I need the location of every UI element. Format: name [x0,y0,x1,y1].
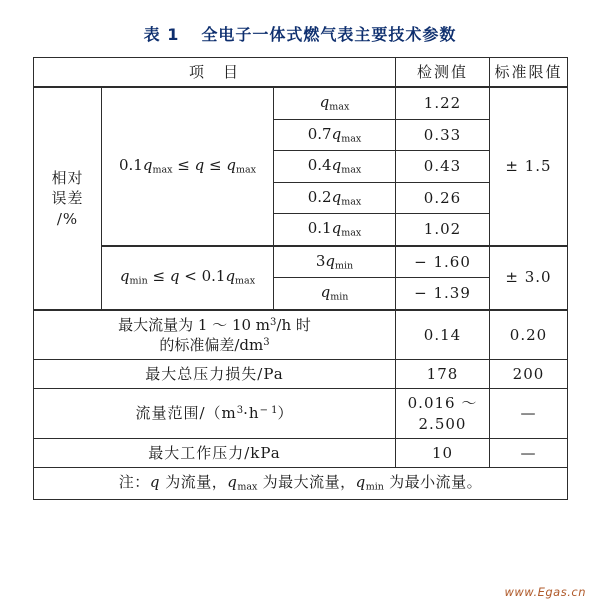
condition-group-1: $0.1q_{max} \le q \le q_{max}$ [102,87,274,245]
condition-cell: $q_{max}$ [274,87,396,119]
row-label-pressure-loss: 最大总压力损失/Pa [34,360,396,389]
limit-value: 0.20 [490,310,568,360]
condition-group-2: $q_{min} \le q < 0.1q_{max}$ [102,246,274,310]
measured-value: 0.016 ～ 2.500 [396,389,490,439]
table-row [34,310,568,360]
condition-cell: $0.1q_{max}$ [274,214,396,246]
measured-value: − 1.60 [396,246,490,278]
watermark: www.Egas.cn [504,585,586,599]
measured-value: 0.26 [396,182,490,213]
limit-value: 200 [490,360,568,389]
header-measured: 检测值 [396,58,490,88]
table-title-text: 全电子一体式燃气表主要技术参数 [201,25,457,44]
measured-value: 10 [396,438,490,467]
measured-value: 178 [396,360,490,389]
table-row [34,438,568,467]
parameters-table-wrapper [33,57,567,500]
condition-cell: $3q_{min}$ [274,246,396,278]
limit-value-group-2: ± 3.0 [490,246,568,310]
table-row [34,87,568,119]
table-note: 注：q 为流量，$q_{max}$ 为最大流量，$q_{min}$ 为最小流量。 [34,468,568,499]
row-label-flow-deviation: 最大流量为 1 ～ 10 $m^3/h$ 时 的标准偏差$/dm^3$ [34,310,396,360]
measured-value: 1.22 [396,87,490,119]
condition-cell: $q_{min}$ [274,278,396,310]
row-label-working-pressure: 最大工作压力/kPa [34,438,396,467]
table-number: 表 1 [143,25,180,44]
table-row [34,360,568,389]
condition-cell: $0.4q_{max}$ [274,151,396,182]
table-row [34,246,568,278]
limit-value: — [490,438,568,467]
measured-value: 0.33 [396,119,490,150]
condition-cell: $0.2q_{max}$ [274,182,396,213]
limit-value-group-1: ± 1.5 [490,87,568,245]
header-item: 项 目 [34,58,396,88]
measured-value: 1.02 [396,214,490,246]
table-header-row [34,58,568,88]
relative-error-label: 相对 误差 /% [34,87,102,309]
table-note-row [34,468,568,499]
table-title [0,0,600,45]
measured-value: 0.43 [396,151,490,182]
measured-value: 0.14 [396,310,490,360]
parameters-table [33,57,568,500]
row-label-flow-range: 流量范围$/(m^3\cdot h^{- 1})$ [34,389,396,439]
measured-value: − 1.39 [396,278,490,310]
header-limit: 标准限值 [490,58,568,88]
limit-value: — [490,389,568,439]
table-row [34,389,568,439]
condition-cell: $0.7q_{max}$ [274,119,396,150]
